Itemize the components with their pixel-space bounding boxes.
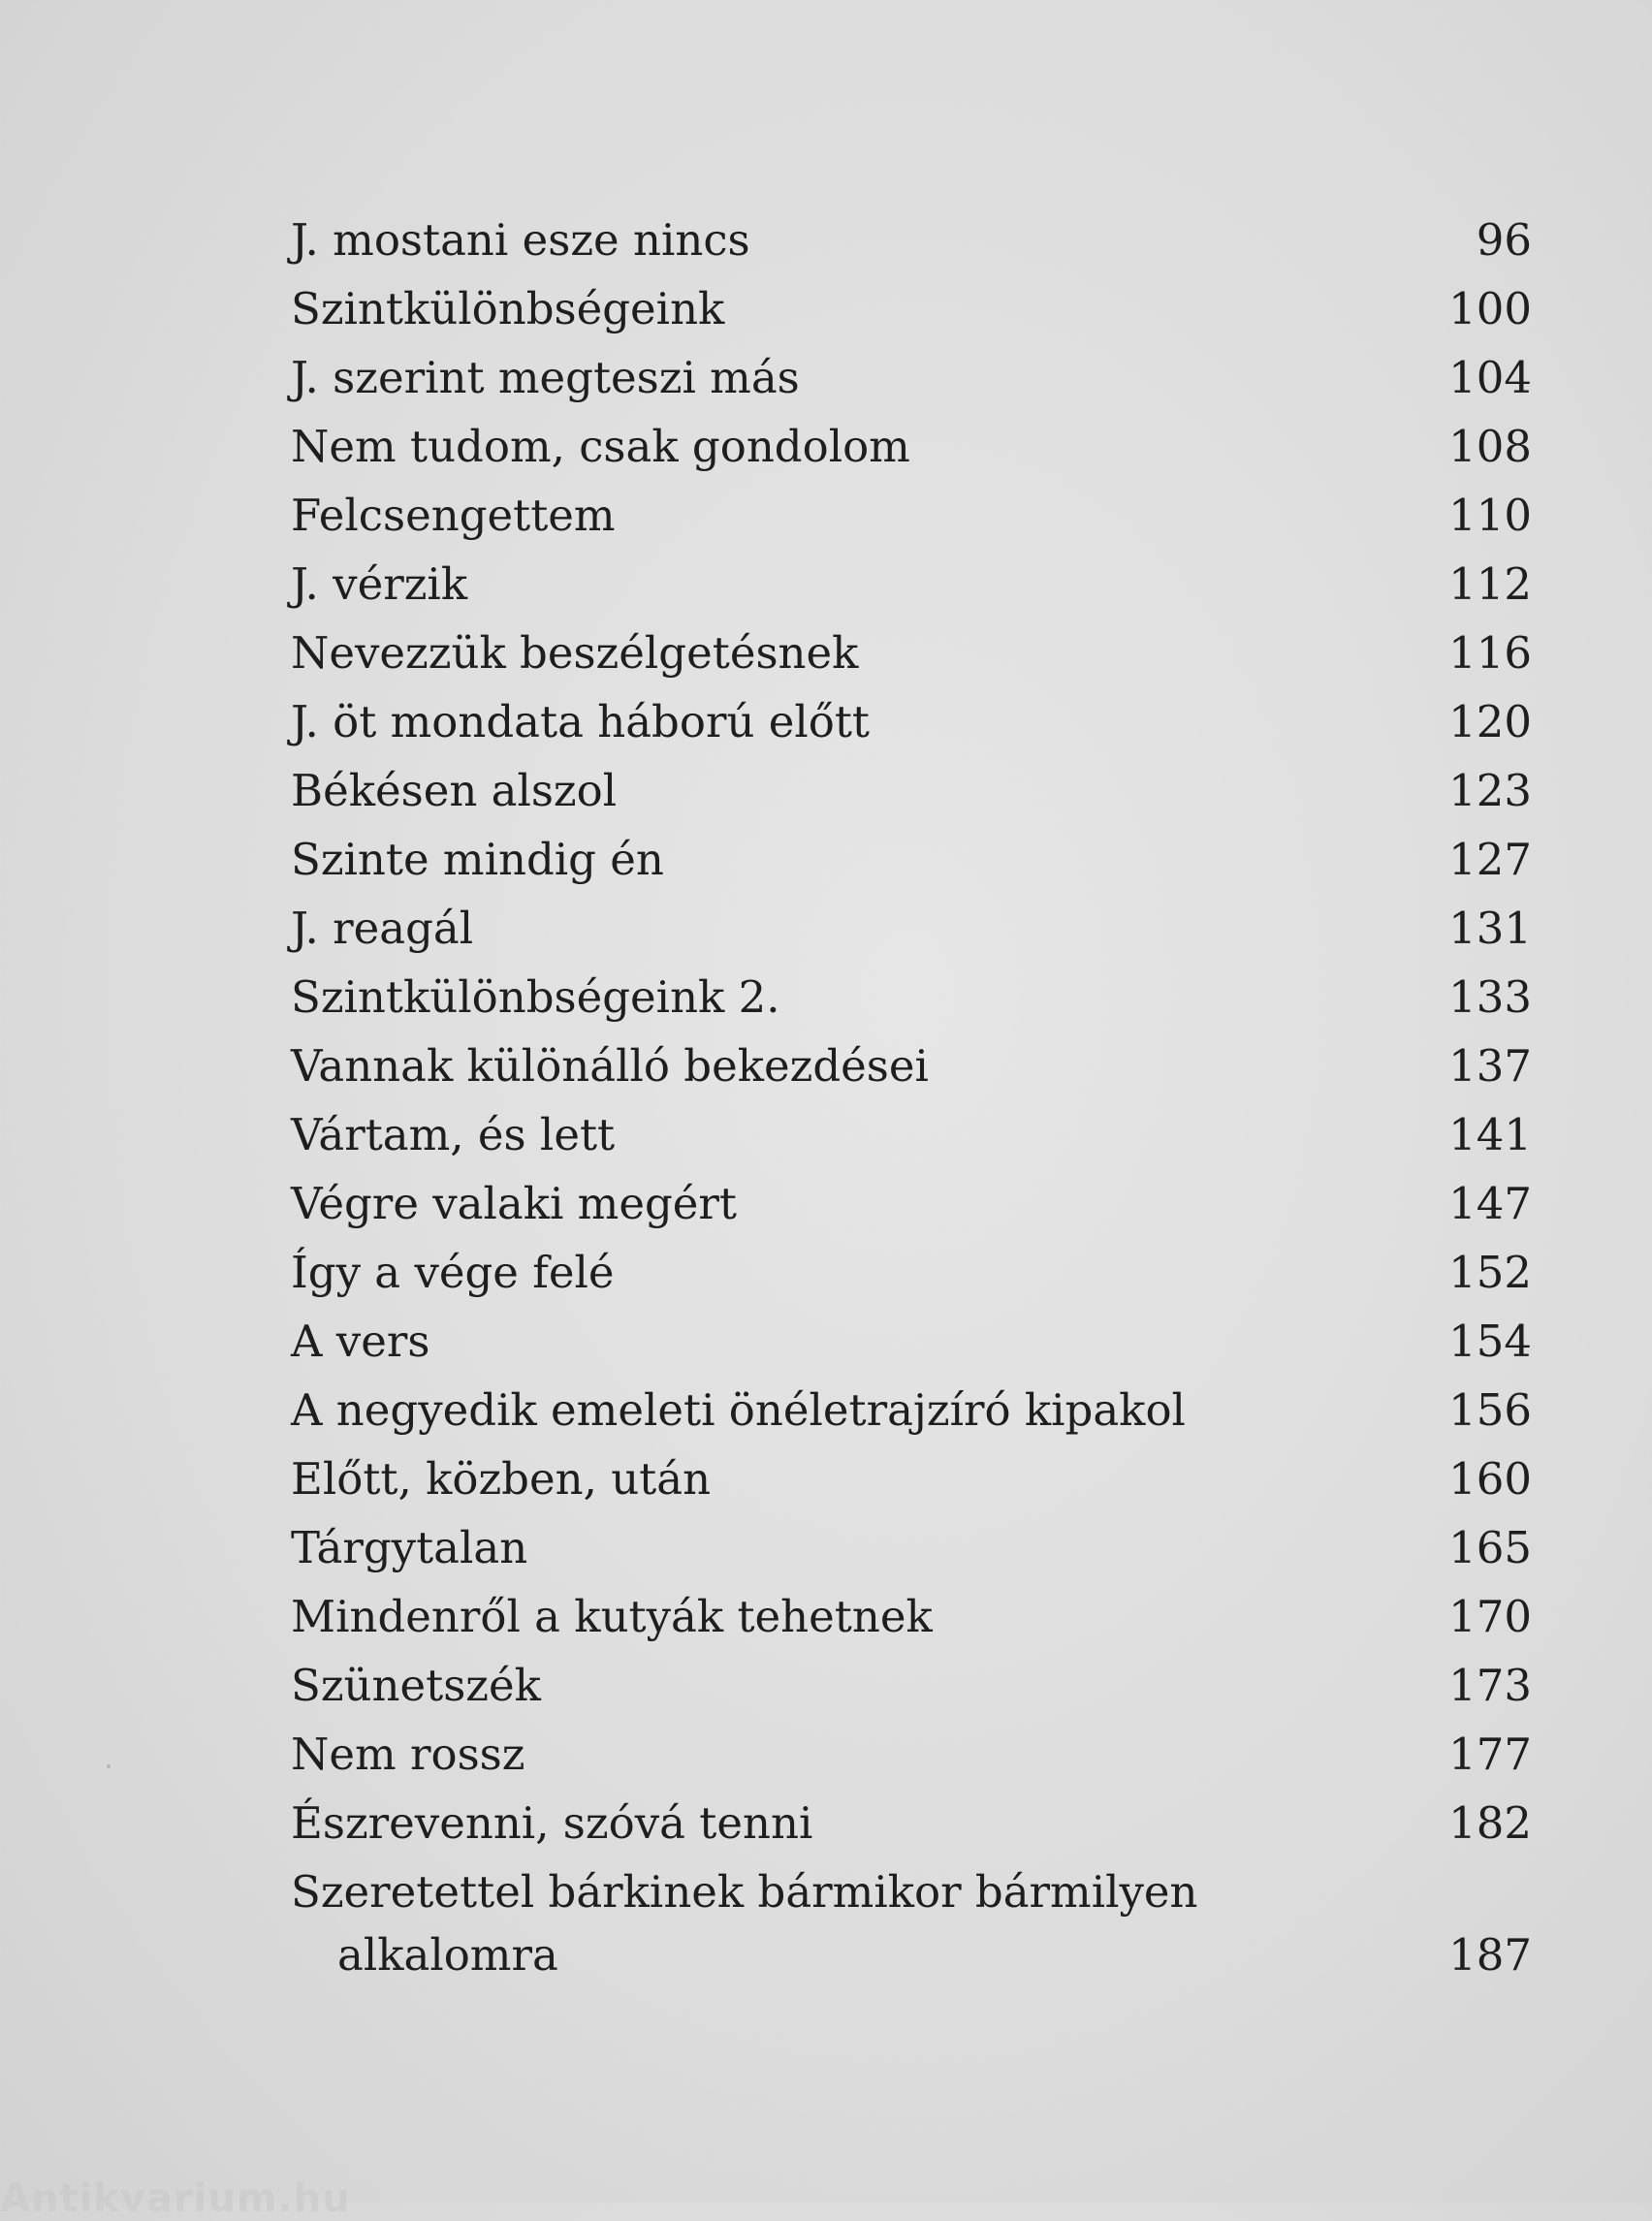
- toc-entry-title: J. vérzik: [291, 558, 468, 610]
- toc-entry: [291, 1100, 1532, 1169]
- toc-entry-title: Békésen alszol: [291, 765, 618, 816]
- toc-entry-title: Észrevenni, szóvá tenni: [291, 1797, 813, 1849]
- toc-entry-title-line2: alkalomra: [337, 1929, 558, 1981]
- toc-entry-title-line1: Szeretettel bárkinek bármikor bármilyen: [291, 1866, 1198, 1918]
- toc-entry: [291, 756, 1532, 825]
- toc-entry-page: 156: [1448, 1384, 1532, 1436]
- toc-entry-title: Vártam, és lett: [291, 1109, 616, 1160]
- toc-entry: [291, 1513, 1532, 1582]
- toc-entry-page: 116: [1448, 627, 1532, 679]
- toc-entry: [291, 206, 1532, 274]
- toc-entry-page: 154: [1448, 1316, 1532, 1367]
- toc-entry-title: Felcsengettem: [291, 490, 616, 541]
- toc-entry-title: A vers: [291, 1316, 430, 1367]
- toc-entry-page: 133: [1448, 971, 1532, 1023]
- toc-entry-page: 160: [1448, 1453, 1532, 1505]
- toc-entry: [291, 343, 1532, 412]
- table-of-contents: [291, 206, 1532, 1989]
- toc-entry: [291, 1789, 1532, 1857]
- toc-entry: [291, 412, 1532, 481]
- toc-entry: [291, 1238, 1532, 1307]
- toc-entry-page: 123: [1448, 765, 1532, 816]
- toc-entry-page: 182: [1448, 1797, 1532, 1849]
- toc-entry-title: Vannak különálló bekezdései: [291, 1040, 929, 1092]
- toc-entry-page: 177: [1448, 1729, 1532, 1780]
- toc-entry-title: Nem rossz: [291, 1729, 525, 1780]
- toc-entry: [291, 894, 1532, 963]
- toc-entry-title: Végre valaki megért: [291, 1178, 738, 1229]
- toc-entry-title: J. reagál: [291, 903, 474, 954]
- toc-entry-page: 170: [1448, 1591, 1532, 1642]
- toc-entry-last: [291, 1857, 1532, 1989]
- toc-entry: [291, 1651, 1532, 1720]
- toc-entry: [291, 1444, 1532, 1513]
- toc-entry-title: Mindenről a kutyák tehetnek: [291, 1591, 933, 1642]
- toc-entry-page: 137: [1448, 1040, 1532, 1092]
- toc-entry-page: 152: [1448, 1247, 1532, 1298]
- toc-entry: [291, 1169, 1532, 1238]
- toc-entry-page: 110: [1448, 490, 1532, 541]
- toc-entry-page: 187: [1448, 1929, 1532, 1981]
- toc-entry: [291, 963, 1532, 1031]
- toc-entry: [291, 481, 1532, 550]
- toc-entry-title: Nem tudom, csak gondolom: [291, 421, 910, 472]
- toc-entry-page: 96: [1476, 214, 1532, 266]
- paper-speck: [107, 1764, 111, 1768]
- toc-entry-title: Tárgytalan: [291, 1522, 528, 1573]
- toc-entry-title: Szintkülönbségeink: [291, 283, 725, 334]
- toc-entry: [291, 619, 1532, 687]
- toc-entry: [291, 1376, 1532, 1444]
- toc-entry-title: Szintkülönbségeink 2.: [291, 971, 780, 1023]
- toc-entry-page: 147: [1448, 1178, 1532, 1229]
- toc-entry-page: 100: [1448, 283, 1532, 334]
- toc-entry: [291, 1582, 1532, 1651]
- toc-entry: [291, 550, 1532, 619]
- toc-entry-page: 120: [1448, 696, 1532, 747]
- toc-entry-title: Nevezzük beszélgetésnek: [291, 627, 859, 679]
- toc-entry: [291, 1720, 1532, 1789]
- watermark-text: Antikvarium.hu: [0, 2176, 351, 2221]
- toc-entry-page: 141: [1448, 1109, 1532, 1160]
- toc-entry: [291, 687, 1532, 756]
- toc-entry-page: 127: [1448, 834, 1532, 885]
- toc-entry-page: 108: [1448, 421, 1532, 472]
- toc-entry-page: 165: [1448, 1522, 1532, 1573]
- toc-entry: [291, 274, 1532, 343]
- toc-entry-page: 173: [1448, 1660, 1532, 1711]
- toc-entry-title: J. öt mondata háború előtt: [291, 696, 871, 747]
- toc-entry-title: A negyedik emeleti önéletrajzíró kipakol: [291, 1384, 1186, 1436]
- toc-entry-title: Előtt, közben, után: [291, 1453, 712, 1505]
- toc-entry-page: 104: [1448, 352, 1532, 403]
- toc-entry-title: Szünetszék: [291, 1660, 541, 1711]
- toc-entry-title: J. szerint megteszi más: [291, 352, 800, 403]
- toc-entry: [291, 1307, 1532, 1376]
- toc-entry-title: J. mostani esze nincs: [291, 214, 750, 266]
- toc-entry: [291, 825, 1532, 894]
- toc-entry-title: Szinte mindig én: [291, 834, 664, 885]
- toc-entry-page: 131: [1448, 903, 1532, 954]
- toc-entry-page: 112: [1448, 558, 1532, 610]
- toc-entry-title: Így a vége felé: [291, 1247, 615, 1298]
- toc-entry: [291, 1031, 1532, 1100]
